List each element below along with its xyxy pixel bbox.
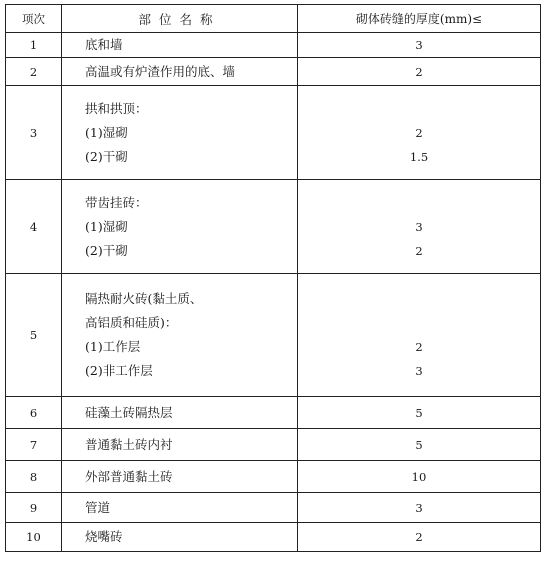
thickness-value: 2 xyxy=(415,243,423,258)
thickness-value: 1.5 xyxy=(409,149,429,164)
row-thickness-value xyxy=(298,397,541,429)
row-thickness-value xyxy=(298,493,541,523)
table-row xyxy=(6,461,541,493)
row-part-name xyxy=(62,274,298,397)
row-item-no: 6 xyxy=(6,397,62,429)
thickness-value: 5 xyxy=(415,437,423,452)
row-part-name xyxy=(62,86,298,180)
thickness-value: 2 xyxy=(415,125,423,140)
thickness-value: 5 xyxy=(415,405,423,420)
row-item-no: 2 xyxy=(6,58,62,86)
thickness-value xyxy=(298,311,540,335)
part-name-line: (1)工作层 xyxy=(85,339,141,354)
thickness-value: 2 xyxy=(415,64,423,79)
header-part-name: 部位名称 xyxy=(62,5,298,33)
row-thickness-value xyxy=(298,33,541,58)
table-row xyxy=(6,523,541,552)
row-thickness-value xyxy=(298,461,541,493)
part-name-line: 外部普通黏土砖 xyxy=(85,468,173,484)
header-item-no: 项次 xyxy=(6,5,62,33)
part-name-line: (2)干砌 xyxy=(85,148,128,164)
part-name-line: (2)干砌 xyxy=(85,242,128,258)
thickness-value xyxy=(298,191,540,215)
thickness-value: 3 xyxy=(415,219,423,234)
row-item-no: 9 xyxy=(6,493,62,523)
row-thickness-value xyxy=(298,429,541,461)
thickness-value xyxy=(298,287,540,311)
part-name-line: 高温或有炉渣作用的底、墙 xyxy=(85,63,236,79)
thickness-value xyxy=(298,97,540,121)
row-item-no: 7 xyxy=(6,429,62,461)
row-item-no: 8 xyxy=(6,461,62,493)
thickness-value: 2 xyxy=(415,340,423,354)
part-name-line: (1)湿砌 xyxy=(85,124,128,140)
thickness-value: 2 xyxy=(415,530,423,544)
row-part-name xyxy=(62,493,298,523)
part-name-line: 高铝质和硅质)： xyxy=(85,315,178,330)
table-row xyxy=(6,429,541,461)
part-name-line: 带齿挂砖： xyxy=(85,194,148,210)
thickness-value: 3 xyxy=(415,38,423,52)
part-name-line: 烧嘴砖 xyxy=(85,529,123,544)
specification-table xyxy=(5,4,541,552)
part-name-line: 普通黏土砖内衬 xyxy=(85,436,173,452)
table-row xyxy=(6,274,541,397)
row-part-name xyxy=(62,33,298,58)
row-item-no: 5 xyxy=(6,274,62,397)
part-name-line: 拱和拱顶： xyxy=(85,100,148,116)
row-thickness-value xyxy=(298,274,541,397)
row-thickness-value xyxy=(298,523,541,552)
header-joint-thickness: 砌体砖缝的厚度(mm)≤ xyxy=(298,5,541,33)
row-item-no: 4 xyxy=(6,180,62,274)
table-row xyxy=(6,397,541,429)
table-body xyxy=(6,33,541,552)
table-row xyxy=(6,180,541,274)
row-item-no: 10 xyxy=(6,523,62,552)
row-item-no: 1 xyxy=(6,33,62,58)
row-thickness-value xyxy=(298,180,541,274)
row-thickness-value xyxy=(298,58,541,86)
row-thickness-value xyxy=(298,86,541,180)
thickness-value: 3 xyxy=(415,364,423,378)
row-part-name xyxy=(62,58,298,86)
row-part-name xyxy=(62,523,298,552)
part-name-line: 硅藻土砖隔热层 xyxy=(85,404,173,420)
thickness-value: 10 xyxy=(411,469,427,484)
row-part-name xyxy=(62,461,298,493)
header-row xyxy=(6,5,541,33)
part-name-line: (2)非工作层 xyxy=(85,363,153,378)
thickness-value: 3 xyxy=(415,500,423,515)
table-row xyxy=(6,58,541,86)
table-row xyxy=(6,86,541,180)
part-name-line: 底和墙 xyxy=(85,37,123,52)
row-part-name xyxy=(62,429,298,461)
part-name-line: (1)湿砌 xyxy=(85,218,128,234)
row-part-name xyxy=(62,397,298,429)
part-name-line: 隔热耐火砖(黏土质、 xyxy=(85,291,203,306)
table-row xyxy=(6,33,541,58)
row-item-no: 3 xyxy=(6,86,62,180)
table-row xyxy=(6,493,541,523)
part-name-line: 管道 xyxy=(85,499,111,515)
row-part-name xyxy=(62,180,298,274)
